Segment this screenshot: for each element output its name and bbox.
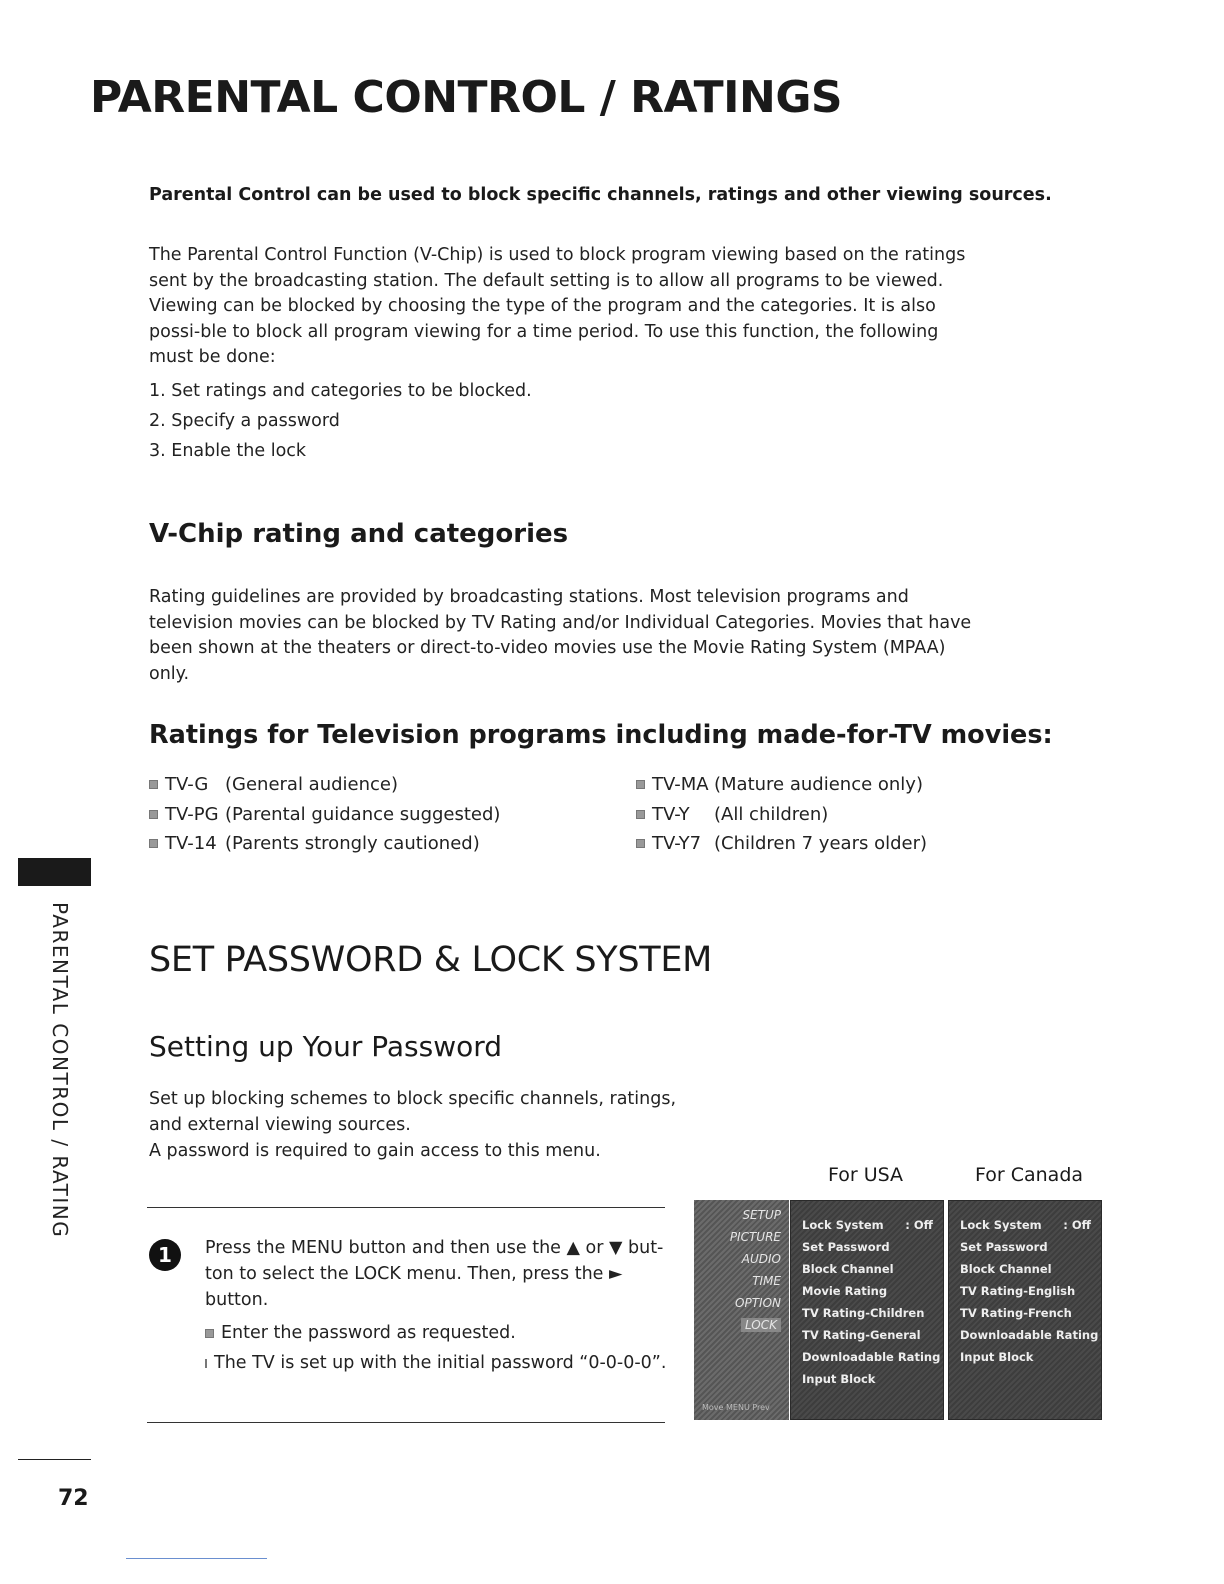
caption-canada: For Canada: [975, 1164, 1084, 1186]
intro-paragraph: The Parental Control Function (V-Chip) is used to block program viewing based on the ratings sent by the broadcasting station. The default setting is to allow all programs to be viewed. Viewing can be blocked by choosing the type of the program and the categories. It is also possi-ble to block all program viewing for a time period. To use this function, the following must be done:: [149, 245, 966, 367]
list-item: 2. Specify a password: [149, 411, 340, 431]
setup-paragraph: Set up blocking schemes to block specific channels, ratings, and external viewing sources.: [149, 1089, 677, 1135]
rating-desc: (General audience): [225, 774, 399, 795]
menu-item: Downloadable Rating: [960, 1328, 1099, 1342]
vchip-heading: V-Chip rating and categories: [149, 519, 569, 549]
rating-desc: (All children): [714, 803, 829, 825]
menu-item: Block Channel: [960, 1262, 1052, 1276]
rating-code: TV-G: [165, 774, 209, 795]
list-item: [205, 1348, 665, 1378]
menu-item: Set Password: [802, 1240, 890, 1254]
sidebar-tab-marker: [18, 858, 91, 886]
bullet-text: Enter the password as requested.: [221, 1323, 516, 1343]
sub-heading: Setting up Your Password: [149, 1030, 503, 1063]
lock-menu-usa: [790, 1200, 944, 1420]
rating-desc: (Children 7 years older): [714, 833, 928, 854]
divider: [147, 1207, 665, 1208]
rating-desc: (Mature audience only): [714, 774, 923, 795]
rating-code: TV-Y: [652, 803, 690, 825]
rating-desc: (Parents strongly cautioned): [225, 833, 480, 854]
menu-item: TV Rating-General: [802, 1328, 921, 1342]
list-item: [636, 770, 1056, 800]
menu-item: TV Rating-English: [960, 1284, 1076, 1298]
list-item: [636, 829, 1056, 859]
step-bullets: [205, 1318, 665, 1378]
menu-item: Input Block: [960, 1350, 1034, 1364]
divider: [18, 1459, 91, 1460]
password-note: A password is required to gain access to this menu.: [149, 1141, 601, 1161]
list-item: [205, 1318, 665, 1348]
list-item: [149, 829, 619, 859]
caption-usa: For USA: [828, 1164, 904, 1186]
square-bullet-icon: [636, 839, 645, 848]
list-item: 3. Enable the lock: [149, 441, 307, 461]
step-number-badge: 1: [149, 1239, 181, 1271]
menu-item: Lock System: [802, 1218, 884, 1232]
square-bullet-icon: [205, 1359, 207, 1368]
menu-item-value: : Off: [905, 1218, 933, 1232]
rating-code: TV-Y7: [652, 833, 702, 854]
list-item: [636, 800, 1056, 830]
rating-code: TV-14: [165, 833, 217, 854]
divider: [126, 1558, 267, 1559]
bullet-text: The TV is set up with the initial password “0-0-0-0”.: [214, 1353, 667, 1373]
menu-item: Lock System: [960, 1218, 1042, 1232]
ratings-heading: Ratings for Television programs including made-for-TV movies:: [149, 720, 1053, 750]
page-number: 72: [58, 1486, 89, 1511]
menu-item: Block Channel: [802, 1262, 894, 1276]
sidebar-section-label: PARENTAL CONTROL / RATING: [48, 902, 72, 1239]
list-item: [149, 770, 619, 800]
menu-item: PICTURE: [729, 1230, 781, 1244]
ratings-list-left: [149, 770, 619, 859]
rating-desc: (Parental guidance suggested): [225, 803, 501, 825]
divider: [147, 1422, 665, 1423]
section-heading: SET PASSWORD & LOCK SYSTEM: [149, 940, 713, 980]
steps-list: [149, 376, 749, 466]
menu-item: SETUP: [742, 1208, 781, 1222]
menu-item: OPTION: [735, 1296, 781, 1310]
vchip-paragraph: Rating guidelines are provided by broadcasting stations. Most television programs and television movies can be blocked by TV Rating and/or Individual Categories. Movies that have been shown at the theaters or direct-to-video movies use the Movie Rating System (MPAA) only.: [149, 587, 972, 684]
menu-item: AUDIO: [741, 1252, 781, 1266]
square-bullet-icon: [205, 1329, 214, 1338]
rating-code: TV-PG: [165, 803, 219, 825]
menu-item: TV Rating-French: [960, 1306, 1072, 1320]
menu-item-value: : Off: [1063, 1218, 1091, 1232]
menu-item: Set Password: [960, 1240, 1048, 1254]
menu-item: Movie Rating: [802, 1284, 888, 1298]
menu-item-selected: LOCK: [741, 1318, 781, 1332]
menu-item: TV Rating-Children: [802, 1306, 925, 1320]
menu-footer: Move MENU Prev: [702, 1403, 770, 1412]
square-bullet-icon: [149, 839, 158, 848]
ratings-list-right: [636, 770, 1056, 859]
menu-item: TIME: [752, 1274, 781, 1288]
list-item: [149, 800, 619, 830]
square-bullet-icon: [149, 780, 158, 789]
square-bullet-icon: [636, 810, 645, 819]
menu-item: Downloadable Rating: [802, 1350, 941, 1364]
page-title: PARENTAL CONTROL / RATINGS: [90, 72, 843, 123]
square-bullet-icon: [149, 810, 158, 819]
lock-menu-canada: [948, 1200, 1102, 1420]
lead-paragraph: Parental Control can be used to block specific channels, ratings and other viewing sources.: [149, 185, 1052, 205]
square-bullet-icon: [636, 780, 645, 789]
menu-item: Input Block: [802, 1372, 876, 1386]
step-instruction: Press the MENU button and then use the ▲ or ▼ but-ton to select the LOCK menu. Then, press the ► button.: [205, 1238, 664, 1310]
tv-menu-sidebar: [694, 1200, 789, 1420]
list-item: 1. Set ratings and categories to be blocked.: [149, 381, 532, 401]
rating-code: TV-MA: [652, 774, 709, 795]
